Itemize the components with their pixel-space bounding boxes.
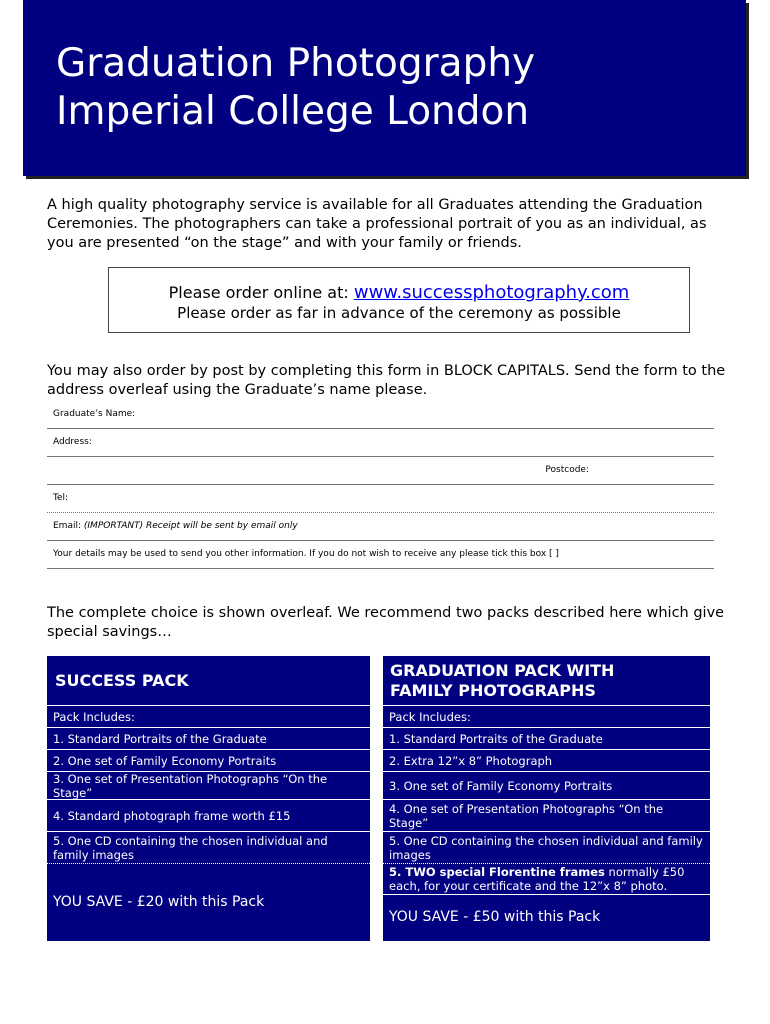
tel-label: Tel: — [53, 493, 69, 503]
frames-item-bold: 5. TWO special Florentine frames — [389, 865, 605, 879]
graduation-pack-item: 3. One set of Family Economy Portraits — [383, 772, 710, 800]
email-note: (IMPORTANT) Receipt will be sent by email only — [83, 521, 298, 531]
frames-item-rest: normally £50 each, for your certificate and the 12”x 8” photo. — [389, 865, 685, 893]
intro-paragraph: A high quality photography service is available for all Graduates attending the Graduation Ceremonies. The photographers can take a professional portrait of you as an individual, as you are presented “on the stage” and with your family or friends. — [47, 197, 707, 251]
order-form — [47, 401, 714, 569]
email-label-group — [53, 521, 298, 531]
graduation-pack-frames-item — [383, 864, 710, 895]
graduation-pack-title-line-1: GRADUATION PACK WITH — [390, 661, 615, 680]
success-pack-panel — [47, 656, 370, 941]
success-pack-item: 3. One set of Presentation Photographs “On the Stage” — [47, 772, 370, 800]
graduation-pack-panel — [383, 656, 710, 941]
graduation-pack-item: 2. Extra 12”x 8” Photograph — [383, 750, 710, 772]
order-url-link[interactable]: www.successphotography.com — [353, 282, 630, 303]
order-advance-note: Please order as far in advance of the ceremony as possible — [177, 304, 621, 322]
graduation-pack-item: 4. One set of Presentation Photographs “On the Stage” — [383, 800, 710, 832]
graduation-pack-savings: YOU SAVE - £50 with this Pack — [389, 909, 601, 925]
success-pack-item: 2. One set of Family Economy Portraits — [47, 750, 370, 772]
success-pack-item: 5. One CD containing the chosen individual and family images — [47, 832, 370, 864]
title-line-2: Imperial College London — [56, 89, 530, 134]
name-label: Graduate’s Name: — [53, 409, 136, 419]
tel-field[interactable] — [47, 485, 714, 513]
address-label: Address: — [53, 437, 92, 447]
email-field[interactable] — [47, 513, 714, 541]
consent-row[interactable] — [47, 541, 714, 569]
success-pack-item: 1. Standard Portraits of the Graduate — [47, 728, 370, 750]
order-online-line — [109, 283, 689, 303]
graduation-pack-item: 1. Standard Portraits of the Graduate — [383, 728, 710, 750]
page-title — [56, 40, 535, 136]
success-pack-savings: YOU SAVE - £20 with this Pack — [53, 893, 265, 910]
order-online-box — [108, 267, 690, 333]
postcode-label: Postcode: — [545, 465, 589, 475]
choice-paragraph: The complete choice is shown overleaf. We recommend two packs described here which give special savings… — [47, 605, 725, 640]
postcode-field[interactable] — [47, 457, 714, 485]
graduation-pack-title — [383, 656, 710, 706]
success-pack-includes: Pack Includes: — [47, 706, 370, 728]
graduation-pack-includes: Pack Includes: — [383, 706, 710, 728]
address-field[interactable] — [47, 429, 714, 457]
email-label: Email: — [53, 521, 82, 531]
graduation-pack-title-line-2: FAMILY PHOTOGRAPHS — [390, 681, 596, 700]
order-prefix: Please order online at: — [168, 283, 349, 302]
title-line-1: Graduation Photography — [56, 41, 536, 86]
consent-text: Your details may be used to send you other information. If you do not wish to receive any please tick this box [ ] — [53, 549, 559, 559]
header-banner — [23, 0, 746, 176]
name-field[interactable] — [47, 401, 714, 429]
graduation-pack-item: 5. One CD containing the chosen individual and family images — [383, 832, 710, 864]
post-order-paragraph: You may also order by post by completing this form in BLOCK CAPITALS. Send the form to the address overleaf using the Graduate’s name please. — [47, 363, 726, 398]
success-pack-item: 4. Standard photograph frame worth £15 — [47, 800, 370, 832]
success-pack-title: SUCCESS PACK — [47, 656, 370, 706]
